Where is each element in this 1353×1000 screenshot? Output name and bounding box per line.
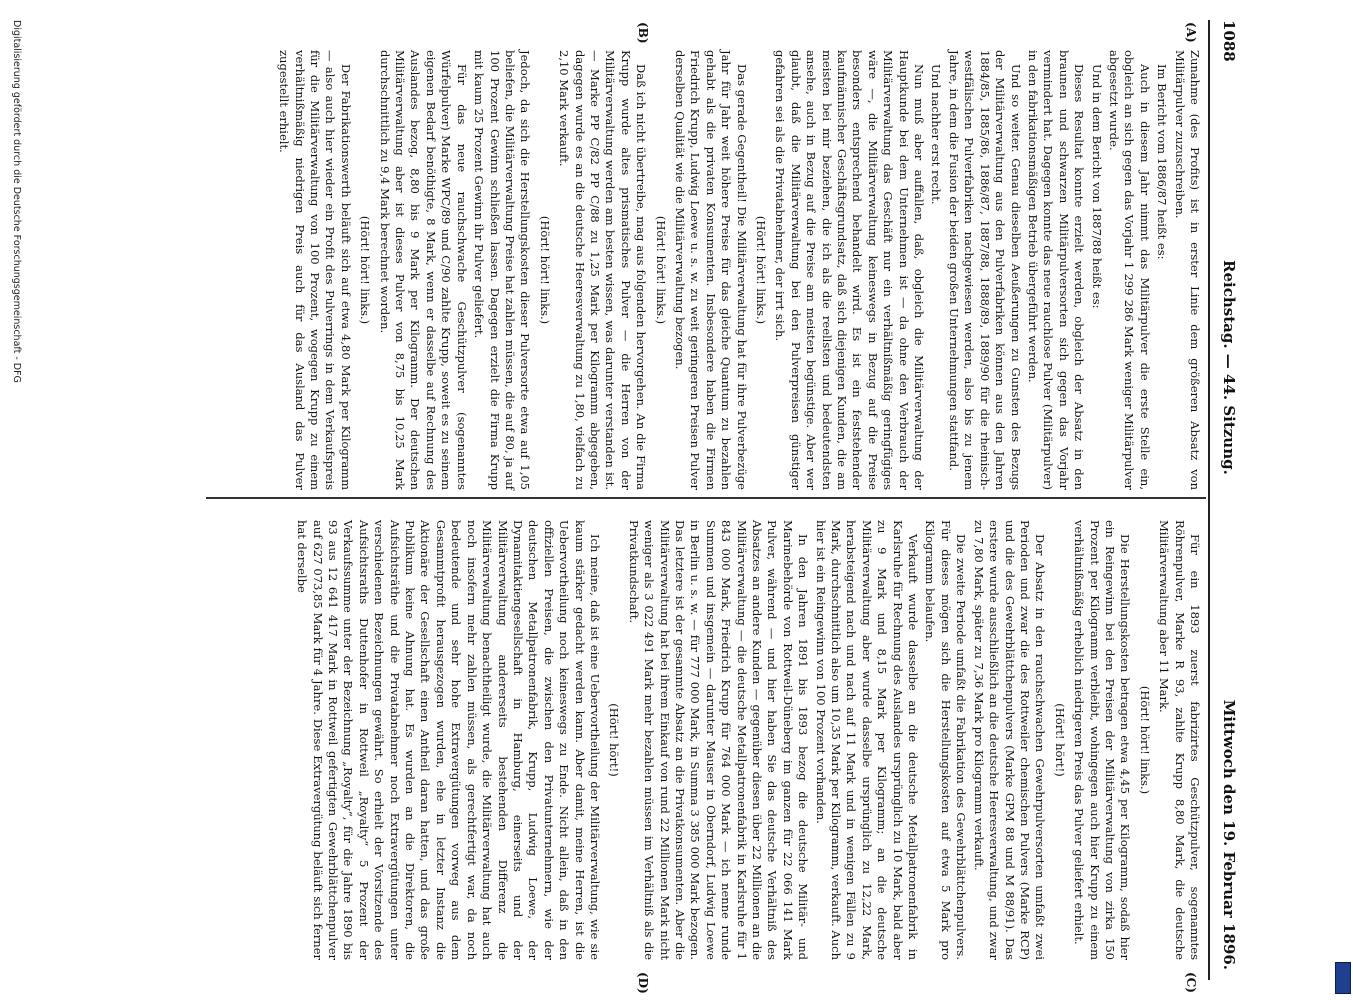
column-divider	[206, 497, 1206, 499]
page-number: 1088	[1220, 20, 1238, 62]
paragraph: Jedoch, da sich die Herstellungskosten dieser Pulversorte etwa auf 1,05 beliefen, die Militärverwaltung Preise hat zahlen müssen, die auf 80, ja auf 100 Prozent Gewinn schließen lassen. Dagegen erzielt die Firma Krupp mit kaum 25 Prozent Gewinn ihr Pulver geliefert.	[472, 50, 533, 490]
paragraph: In den Jahren 1891 bis 1893 bezog die deutsche Militär- und Marinebehörde von Rottweil-Düneberg im ganzen für 22 066 141 Mark Pulver, während — und hier haben Sie das deutsche Verhältniß des Absatzes an andere Kunden — gegenüber diesen über 22 Millionen an die Militärverwaltung — die deutsche Metallpatronenfabrik in Karlsruhe für 1 843 000 Mark, Friedrich Krupp für 764 000 Mark — ich nenne runde Summen und insgemein — darunter Mauser in Oberndorf, Ludwig Loewe in Berlin u. s. w. — für 777 000 Mark, in Summa 3 385 000 Mark bezogen. Das letztere ist der gesammte Absatz an die Privatkonsumenten. Aber die Militärverwaltung hat bei ihrem Einkauf von rund 22 Millionen Mark nicht weniger als 3 022 491 Mark mehr bezahlen müssen im Verhältniß als die Privatkundschaft.	[626, 520, 811, 960]
paragraph: Daß ich nicht übertreibe, mag aus folgenden hervorgehen. An die Firma Krupp wurde altes prismatisches Pulver — die Herren von der Militärverwaltung werden am besten wissen, was darunter verstanden ist. — Marke PP C/82 PP C/88 zu 1,25 Mark per Kilogramm abgegeben, dagegen wurde es an die deutsche Heeresverwaltung zu 1,80, vielfach zu 2,10 Mark verkauft.	[557, 50, 649, 490]
paragraph: Auch in diesem Jahr nimmt das Militärpulver die erste Stelle ein, obgleich an sich gegen das Vorjahr 1 299 286 Mark weniger Militärpulver abgesetzt wurde.	[1106, 50, 1152, 490]
paragraph: Nun muß aber auffallen, daß, obgleich die Militärverwaltung der Hauptkunde bei dem Unternehmen ist — da ohne den Verbrauch der Militärverwaltung das Geschäft nur ein verhältnißmäßig geringfügiges wäre —, die Militärverwaltung keineswegs in Bezug auf die Preise besonders entsprechend behandelt wird. Es ist ein feststehender kaufmännischer Geschäftsgrundsatz, daß sich diejenigen Kunden, die am meisten bei mir beziehen, die ich als die reellsten und bedeutendsten ansehe, auch in Bezug auf die Preise am meisten begünstige. Aber wer glaubt, daß die Militärverwaltung bei den Pulverpreisen günstiger gefahren sei als die Privatabnehmer, der irrt sich.	[773, 50, 927, 490]
paragraph: Und so weiter. Genau dieselben Aeußerungen zu Gunsten des Bezugs der Militärverwaltung aus den Pulverfabriken können aus den Jahren 1884/85, 1885/86, 1886/87, 1887/88, 1888/89, 1889/90 für die rheinisch-westfälischen Pulverfabriken nachgewiesen werden, also bis zu jenem Jahre, in dem die Fusion der beiden großen Unternehmungen stattfand.	[946, 50, 1023, 490]
paragraph: Dieses Resultat konnte erzielt werden, obgleich der Absatz in den braunen und schwarzen Militärpulversorten sich gegen das Vorjahr vermindert hat. Dagegen konnte das neue rauchlose Pulver (Militärpulver) in den fabrikationsmäßigen Betrieb übergeführt werden.	[1025, 50, 1087, 490]
page-header	[1212, 20, 1242, 980]
right-column	[292, 520, 1202, 960]
paragraph: Die zweite Periode umfaßt die Fabrikation des Gewehrblättchenpulvers. Für dieses mögen sich die Herstellungskosten auf etwa 5 Mark pro Kilogramm belaufen.	[923, 520, 969, 960]
paragraph: Die Herstellungskosten betragen etwa 4,45 per Kilogramm, sodaß hier ein Reingewinn bei den Preisen der Militärverwaltung von zirka 150 Prozent per Kilogramm verbleibt, wohingegen auch hier Krupp zu einem verhältnißmäßig erheblich niedrigeren Preis das Pulver geliefert erhielt.	[1072, 520, 1133, 960]
interjection: (Hört! hört! links.)	[358, 215, 373, 325]
interjection: (Hört! hört! links.)	[754, 215, 769, 325]
left-column	[274, 50, 1202, 490]
session-date: Mittwoch den 19. Februar 1896.	[1220, 699, 1238, 970]
paragraph: Für das neue rauchschwache Geschützpulver (sogenanntes Würfelpulver) Marke WPC/89 und C/90 zahlte Krupp, soweit es zu seinem eigenen Bedarf benöthigte, 8 Mark, wenn er dasselbe auf Rechnung des Auslandes bezog, 8,80 bis 9 Mark per Kilogramm. Der deutschen Militärverwaltung aber ist dieses Pulver von 8,75 bis 10,25 Mark durchschnittlich zu 9,4 Mark berechnet worden.	[377, 50, 469, 490]
margin-letter-a: (A)	[1184, 22, 1198, 43]
digitization-credit: Digitalisierung gefördert durch die Deutsche Forschungsgemeinschaft - DFG	[11, 20, 22, 383]
interjection: (Hört! hört! links.)	[653, 215, 668, 325]
paragraph: Für ein 1893 zuerst fabrizirtes Geschützpulver, sogenanntes Röhrenpulver, Marke R 93, zahlte Krupp 8,80 Mark, die deutsche Militärverwaltung aber 11 Mark.	[1157, 520, 1202, 960]
paragraph: Im Bericht vom 1886/87 heißt es:	[1155, 64, 1170, 260]
paragraph: Das gerade Gegentheil! Die Militärverwaltung hat für ihre Pulverbezüge Jahr für Jahr weit höhere Preise für das gleiche Quantum zu bezahlen gehabt als die privaten Konsumenten. Insbesondere haben die Firmen Friedrich Krupp, Ludwig Loewe u. s. w. zu weit geringeren Preisen Pulver derselben Qualität wie die Militärverwaltung bezogen.	[673, 50, 749, 490]
paragraph: Zunahme (des Profits) ist in erster Linie dem größeren Absatz von Militärpulver zuzuschreiben.	[1172, 50, 1202, 490]
interjection: (Hört! hört! links.)	[1137, 685, 1152, 795]
paragraph: Verkauft wurde dasselbe an die deutsche Metallpatronenfabrik in Karlsruhe für Rechnung des Auslandes ursprünglich zu 10 Mark, bald aber zu 9 Mark und 8,15 Mark per Kilogramm; an die deutsche Militärverwaltung aber wurde dasselbe ursprünglich zu 12,22 Mark, herabsteigend nach und nach auf 11 Mark und in wenigen Fällen zu 9 Mark, durchschnittlich also um 10,35 Mark per Kilogramm, verkauft. Auch hier ist ein Reingewinn von 100 Prozent vorhanden.	[813, 520, 921, 960]
paragraph: Und in dem Bericht von 1887/88 heißt es:	[1089, 64, 1104, 309]
margin-letter-d: (D)	[636, 972, 650, 994]
paragraph: Der Absatz in den rauchschwachen Gewehrpulversorten umfaßt zwei Perioden und zwar die des Rottweiler chemischen Pulvers (Marke RCP) und die des Gewehrblättchenpulvers (Marke GPM 88 und M 88/91). Das erstere wurde ausschließlich an die deutsche Heeresverwaltung, und zwar zu 7,80 Mark, später zu 7,36 Mark pro Kilogramm verkauft.	[971, 520, 1048, 960]
interjection: (Hört! hört!)	[1052, 703, 1067, 777]
interjection: (Hört! hört! links.)	[537, 215, 552, 325]
dfg-logo-icon	[1335, 962, 1351, 994]
header-rule	[1208, 20, 1210, 980]
paragraph: Und nachher erst recht.	[929, 64, 944, 205]
paragraph: Ich meine, daß ist eine Uebervortheilung der Militärverwaltung, wie sie kaum stärker gedacht werden kann. Aber damit, meine Herren, ist die Uebervortheilung noch keineswegs zu Ende. Nicht allein, daß in den offiziellen Preisen, die zwischen den Privatunternehmern, wie der deutschen Metallpatronenfabrik, Krupp, Ludwig Loewe, der Dynamitaktiengesellschaft in Hamburg, einerseits und der Militärverwaltung andererseits bestehenden Differenz die Militärverwaltung benachtheiligt wurde, die Militärverwaltung hat auch noch insofern mehr zahlen müssen, als gerechtfertigt war, da noch bedeutende und sehr hohe Extravergütungen vorweg aus dem Gesammtprofit herausgezogen wurden, ehe in letzter Instanz die Aktionäre der Gesellschaft einen Antheil daran hatten, und das große Publikum keine Ahnung hat. Es wurden an die Direktoren, die Aufsichtsräthe und die Privatabnehmer noch Extravergütungen unter verschiedenen Bezeichnungen gewährt. So erhielt der Vorsitzende des Aufsichtsraths Duttenhofer in Rottweil „Royalty“ 5 Prozent der Verkaufssumme unter der Bezeichnung „Royalty“, für die Jahre 1890 bis 93 aus 12 641 417 Mark in Rottweil gefertigten Gewehrblättchenpulver auf 627 073,85 Mark für 4 Jahre. Diese Extravergütung beläuft sich ferner hat derselbe	[295, 520, 602, 960]
interjection: (Hört! hört!)	[607, 703, 622, 777]
margin-letter-b: (B)	[636, 22, 650, 44]
session-title: Reichstag. — 44. Sitzung.	[1220, 260, 1238, 475]
margin-letter-c: (C)	[1184, 972, 1198, 993]
paragraph: Der Fabrikationswerth beläuft sich auf etwa 4,80 Mark per Kilogramm — also auch hier wieder ein Profit des Pulverrings in dem Verkaufspreis für die Militärverwaltung von 100 Prozent, wogegen Krupp zu einem verhältnißmäßig niedrigen Preis auch für das Ausland das Pulver zugestellt erhielt.	[277, 50, 353, 490]
